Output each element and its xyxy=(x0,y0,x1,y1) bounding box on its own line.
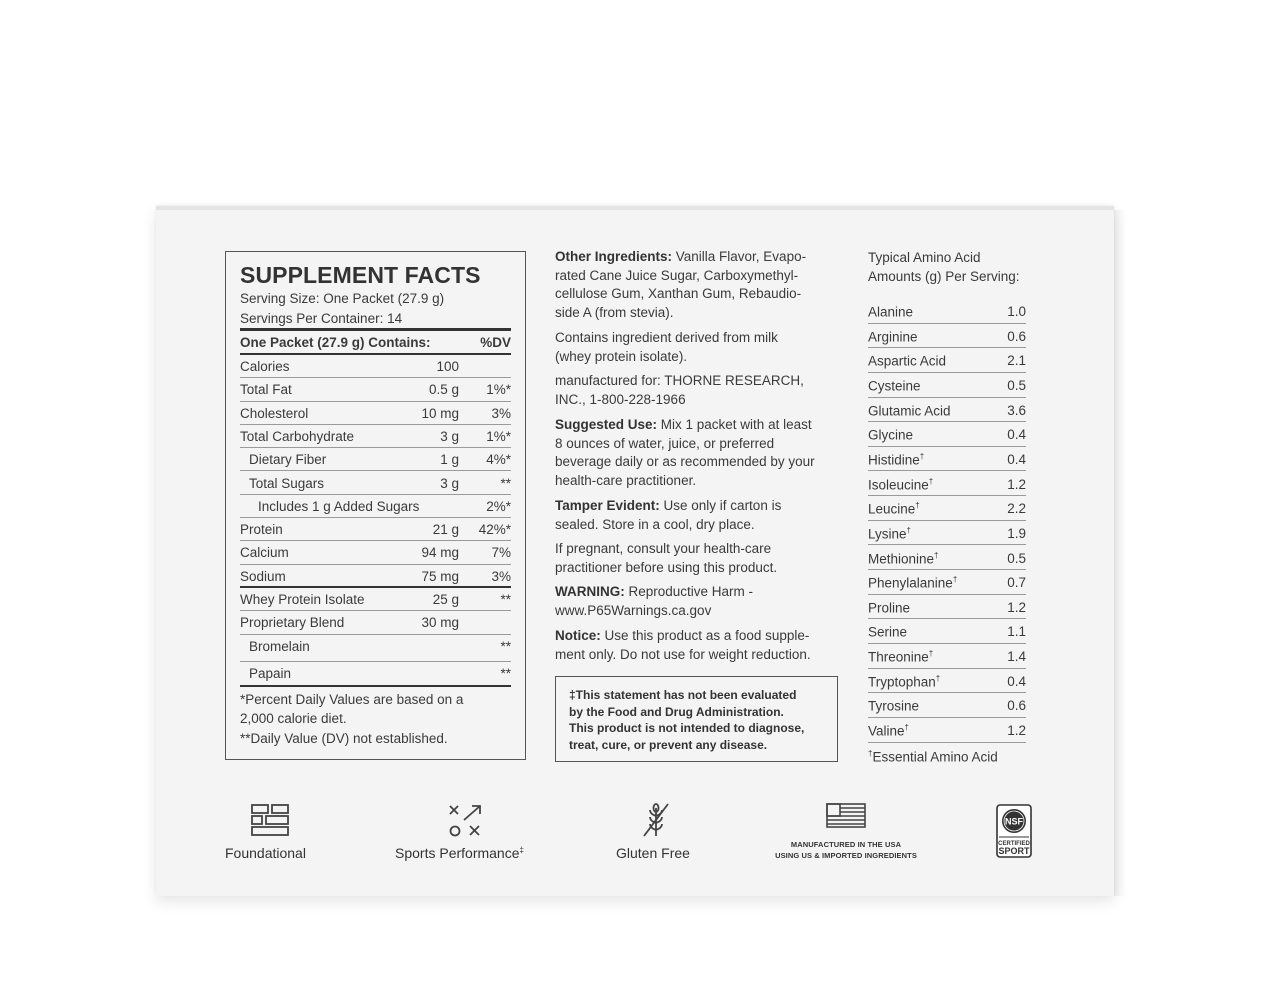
facts-row-name: Calories xyxy=(240,359,290,374)
warning-text: Reproductive Harm - xyxy=(624,584,754,599)
amino-name xyxy=(868,477,933,493)
amino-name xyxy=(868,649,933,665)
facts-header-label: One Packet (27.9 g) Contains: xyxy=(240,335,431,350)
amino-value: 2.1 xyxy=(1007,353,1026,369)
amino-name-text: Cysteine xyxy=(868,378,921,394)
facts-row xyxy=(240,611,511,634)
other-ingredients xyxy=(555,248,845,322)
sports-performance-mark: ‡ xyxy=(519,845,524,855)
servings-per-container: Servings Per Container: 14 xyxy=(240,311,403,326)
amino-name-text: Tryptophan xyxy=(868,674,936,690)
amino-footnote-text: Essential Amino Acid xyxy=(872,749,998,765)
facts-row-name: Dietary Fiber xyxy=(249,452,327,468)
amino-name-text: Phenylalanine xyxy=(868,575,953,591)
amino-name xyxy=(868,304,913,320)
amino-name-text: Alanine xyxy=(868,304,914,320)
milk-line1: Contains ingredient derived from milk xyxy=(555,330,778,345)
amino-name-text: Arginine xyxy=(868,329,918,345)
tamper-text: Use only if carton is xyxy=(659,498,782,513)
tamper-evident xyxy=(555,497,845,534)
amino-name-text: Proline xyxy=(868,600,911,616)
amino-row xyxy=(868,496,1026,521)
facts-row-dv: 42%* xyxy=(478,522,511,538)
xo-play-icon xyxy=(448,804,484,838)
nsf-certified-text: CERTIFIED xyxy=(998,841,1030,847)
facts-row-amount: 21 g xyxy=(432,522,459,538)
facts-row xyxy=(240,355,511,378)
nsf-certified-sport-logo xyxy=(996,804,1032,858)
preg-line1: If pregnant, consult your health-care xyxy=(555,541,772,556)
amino-row xyxy=(868,398,1026,423)
amino-name-text: Methionine xyxy=(868,551,935,566)
facts-row xyxy=(240,588,511,611)
amino-row xyxy=(868,422,1026,447)
facts-row-name: Proprietary Blend xyxy=(240,615,345,631)
facts-row-name: Includes 1 g Added Sugars xyxy=(258,498,420,514)
facts-row-name: Bromelain xyxy=(249,638,310,654)
amino-value: 1.2 xyxy=(1007,723,1026,739)
facts-row-dv: ** xyxy=(500,592,511,607)
amino-row xyxy=(868,619,1026,644)
essential-mark: † xyxy=(935,673,941,683)
tamper-label: Tamper Evident: xyxy=(555,498,660,513)
essential-mark: † xyxy=(904,723,909,733)
suggested-use xyxy=(555,416,845,490)
notice-line2: ment only. Do not use for weight reduction. xyxy=(555,646,811,662)
fda-line2: by the Food and Drug Administration. xyxy=(569,704,784,719)
amino-heading xyxy=(868,248,1048,286)
amino-name xyxy=(868,452,924,468)
suggested-use-line3: beverage daily or as recommended by your xyxy=(555,454,815,469)
amino-name-text: Aspartic Acid xyxy=(868,353,947,369)
suggested-use-line4: health-care practitioner. xyxy=(555,472,697,488)
essential-mark: † xyxy=(928,649,934,659)
amino-name-text: Valine xyxy=(868,723,905,739)
amino-name xyxy=(868,674,940,690)
amino-row xyxy=(868,521,1026,546)
amino-heading-line1: Typical Amino Acid xyxy=(868,250,981,265)
facts-row xyxy=(240,378,511,401)
warning-statement xyxy=(555,583,845,620)
facts-row-dv: 1%* xyxy=(486,382,511,398)
suggested-use-text: Mix 1 packet with at least xyxy=(657,417,812,432)
essential-mark: † xyxy=(919,451,925,461)
facts-row-name: Total Fat xyxy=(240,382,292,398)
amino-row xyxy=(868,595,1026,620)
facts-row xyxy=(240,472,511,495)
made-in-usa-line2: USING US & IMPORTED INGREDIENTS xyxy=(775,851,917,860)
facts-header-row xyxy=(240,331,511,354)
fda-line4: treat, cure, or prevent any disease. xyxy=(569,737,768,752)
facts-row xyxy=(240,541,511,564)
amino-footnote-mark: † xyxy=(868,749,873,758)
essential-mark: † xyxy=(928,476,934,486)
facts-row-amount: 100 xyxy=(436,359,459,374)
other-ingredients-line3: cellulose Gum, Xanthan Gum, Rebaudio- xyxy=(555,286,802,301)
amino-name-text: Isoleucine xyxy=(868,477,929,493)
facts-row-name: Total Carbohydrate xyxy=(240,428,355,444)
facts-row-dv: 1%* xyxy=(486,428,511,444)
supplement-facts-panel xyxy=(225,251,526,760)
amino-row xyxy=(868,472,1026,497)
facts-row-amount: 25 g xyxy=(432,592,459,607)
amino-footnote xyxy=(868,749,998,765)
facts-row xyxy=(240,635,511,662)
essential-mark: † xyxy=(915,501,920,511)
preg-line2: practitioner before using this product. xyxy=(555,559,778,575)
tamper-line2: sealed. Store in a cool, dry place. xyxy=(555,516,755,532)
nsf-mark-text: NSF xyxy=(1005,816,1023,827)
amino-name xyxy=(868,723,909,739)
fda-disclaimer xyxy=(569,687,829,753)
facts-row-dv: 3% xyxy=(491,405,511,421)
facts-row-amount: 30 mg xyxy=(421,615,459,631)
bricks-icon xyxy=(251,804,289,836)
amino-row xyxy=(868,718,1026,743)
amino-value: 0.4 xyxy=(1007,451,1026,467)
amino-heading-line2: Amounts (g) Per Serving: xyxy=(868,269,1020,284)
amino-row xyxy=(868,447,1026,472)
serving-size: Serving Size: One Packet (27.9 g) xyxy=(240,291,445,306)
amino-value: 0.5 xyxy=(1007,377,1026,393)
fda-line1: ‡This statement has not been evaluated xyxy=(569,688,797,702)
amino-value: 1.9 xyxy=(1007,525,1026,541)
amino-value: 0.7 xyxy=(1007,575,1026,591)
amino-value: 3.6 xyxy=(1007,402,1026,418)
warning-label: WARNING: xyxy=(555,584,625,599)
amino-name xyxy=(868,624,907,640)
box-top-edge xyxy=(156,206,1114,210)
manufacturer-statement xyxy=(555,372,845,409)
facts-row-dv: ** xyxy=(500,638,511,654)
fda-line3: This product is not intended to diagnose, xyxy=(569,721,805,735)
amino-name-text: Histidine xyxy=(868,452,920,468)
facts-row xyxy=(240,495,511,518)
notice-label: Notice: xyxy=(555,628,601,643)
facts-row-amount: 3 g xyxy=(440,428,459,444)
facts-row xyxy=(240,565,511,588)
facts-row-amount: 10 mg xyxy=(421,405,459,421)
box-shadow xyxy=(1114,210,1126,896)
pregnancy-statement xyxy=(555,540,845,577)
facts-row xyxy=(240,518,511,541)
facts-footnote-dv-cont: 2,000 calorie diet. xyxy=(240,711,347,726)
amino-value: 0.5 xyxy=(1007,550,1026,566)
facts-row xyxy=(240,448,511,471)
amino-name xyxy=(868,600,910,616)
amino-name-text: Glycine xyxy=(868,427,914,443)
facts-row-name: Total Sugars xyxy=(249,475,325,491)
amino-value: 0.4 xyxy=(1007,673,1026,689)
amino-row xyxy=(868,693,1026,718)
sports-performance-text: Sports Performance xyxy=(395,845,520,861)
amino-value: 0.4 xyxy=(1007,427,1026,443)
crossed-wheat-icon xyxy=(640,802,672,838)
facts-header-dv: %DV xyxy=(480,335,511,350)
amino-name-text: Tyrosine xyxy=(868,698,920,714)
amino-name xyxy=(868,403,951,419)
facts-row-dv: ** xyxy=(500,665,511,681)
other-ingredients-text: Vanilla Flavor, Evapo- xyxy=(672,249,807,264)
amino-value: 0.6 xyxy=(1007,698,1026,714)
facts-row-dv: 7% xyxy=(491,545,511,561)
suggested-use-line2: 8 ounces of water, juice, or preferred xyxy=(555,435,775,451)
amino-name xyxy=(868,526,911,542)
amino-row xyxy=(868,348,1026,373)
amino-row xyxy=(868,373,1026,398)
facts-row-name: Whey Protein Isolate xyxy=(240,592,365,607)
fda-disclaimer-box xyxy=(555,676,838,762)
amino-name-text: Leucine xyxy=(868,501,916,517)
facts-row-amount: 75 mg xyxy=(421,568,459,584)
amino-name-text: Threonine xyxy=(868,649,929,665)
amino-row xyxy=(868,546,1026,571)
facts-row-name: Papain xyxy=(249,665,292,681)
amino-row xyxy=(868,669,1026,694)
facts-row-name: Cholesterol xyxy=(240,405,309,421)
us-flag-icon xyxy=(826,803,866,828)
facts-row-dv: 2%* xyxy=(486,498,511,514)
amino-row xyxy=(868,644,1026,669)
sports-performance-label xyxy=(395,845,524,861)
amino-value: 1.0 xyxy=(1007,304,1026,319)
notice-text: Use this product as a food supple- xyxy=(600,628,810,643)
gluten-free-label: Gluten Free xyxy=(616,845,690,861)
facts-footnote-dv: *Percent Daily Values are based on a xyxy=(240,692,464,707)
amino-name xyxy=(868,329,918,345)
facts-row-amount: 94 mg xyxy=(421,545,459,561)
facts-row xyxy=(240,402,511,425)
amino-value: 1.2 xyxy=(1007,476,1026,492)
facts-row-dv: 3% xyxy=(491,568,511,584)
facts-footnote-nodv: **Daily Value (DV) not established. xyxy=(240,731,448,746)
facts-row xyxy=(240,662,511,689)
facts-title: SUPPLEMENT FACTS xyxy=(240,262,481,288)
facts-row-amount: 3 g xyxy=(440,475,459,491)
warning-url: www.P65Warnings.ca.gov xyxy=(555,602,712,618)
nsf-sport-text: SPORT xyxy=(998,846,1030,856)
amino-name xyxy=(868,501,920,517)
milk-line2: (whey protein isolate). xyxy=(555,348,688,364)
other-ingredients-line4: side A (from stevia). xyxy=(555,304,674,320)
facts-row-dv: 4%* xyxy=(486,452,511,468)
amino-row xyxy=(868,324,1026,349)
amino-row xyxy=(868,299,1026,324)
essential-mark: † xyxy=(952,575,958,585)
mfr-line1: manufactured for: THORNE RESEARCH, xyxy=(555,373,804,388)
essential-mark: † xyxy=(934,550,939,560)
amino-name xyxy=(868,378,921,394)
amino-value: 1.2 xyxy=(1007,599,1026,615)
amino-name xyxy=(868,698,919,714)
facts-row xyxy=(240,425,511,448)
amino-value: 1.1 xyxy=(1007,624,1026,640)
mfr-line2: INC., 1-800-228-1966 xyxy=(555,391,686,407)
amino-name-text: Lysine xyxy=(868,526,907,542)
foundational-label: Foundational xyxy=(225,845,306,861)
milk-statement xyxy=(555,329,845,366)
other-ingredients-line2: rated Cane Juice Sugar, Carboxymethyl- xyxy=(555,267,799,283)
made-in-usa-text xyxy=(770,839,922,861)
other-ingredients-label: Other Ingredients: xyxy=(555,249,673,264)
amino-name-text: Serine xyxy=(868,624,908,640)
amino-name xyxy=(868,551,939,567)
facts-row-amount: 1 g xyxy=(440,452,459,468)
facts-row-name: Calcium xyxy=(240,545,289,561)
amino-value: 1.4 xyxy=(1007,649,1026,665)
amino-name xyxy=(868,427,913,443)
facts-row-name: Sodium xyxy=(240,568,286,584)
essential-mark: † xyxy=(906,525,911,535)
amino-name xyxy=(868,353,946,369)
facts-row-name: Protein xyxy=(240,522,283,538)
amino-name xyxy=(868,575,957,591)
amino-value: 2.2 xyxy=(1007,501,1026,517)
amino-row xyxy=(868,570,1026,595)
amino-name-text: Glutamic Acid xyxy=(868,403,951,419)
notice-statement xyxy=(555,627,845,664)
amino-value: 0.6 xyxy=(1007,328,1026,344)
made-in-usa-line1: MANUFACTURED IN THE USA xyxy=(790,840,902,849)
facts-row-dv: ** xyxy=(500,475,511,491)
suggested-use-label: Suggested Use: xyxy=(555,417,658,432)
facts-row-amount: 0.5 g xyxy=(428,382,459,398)
